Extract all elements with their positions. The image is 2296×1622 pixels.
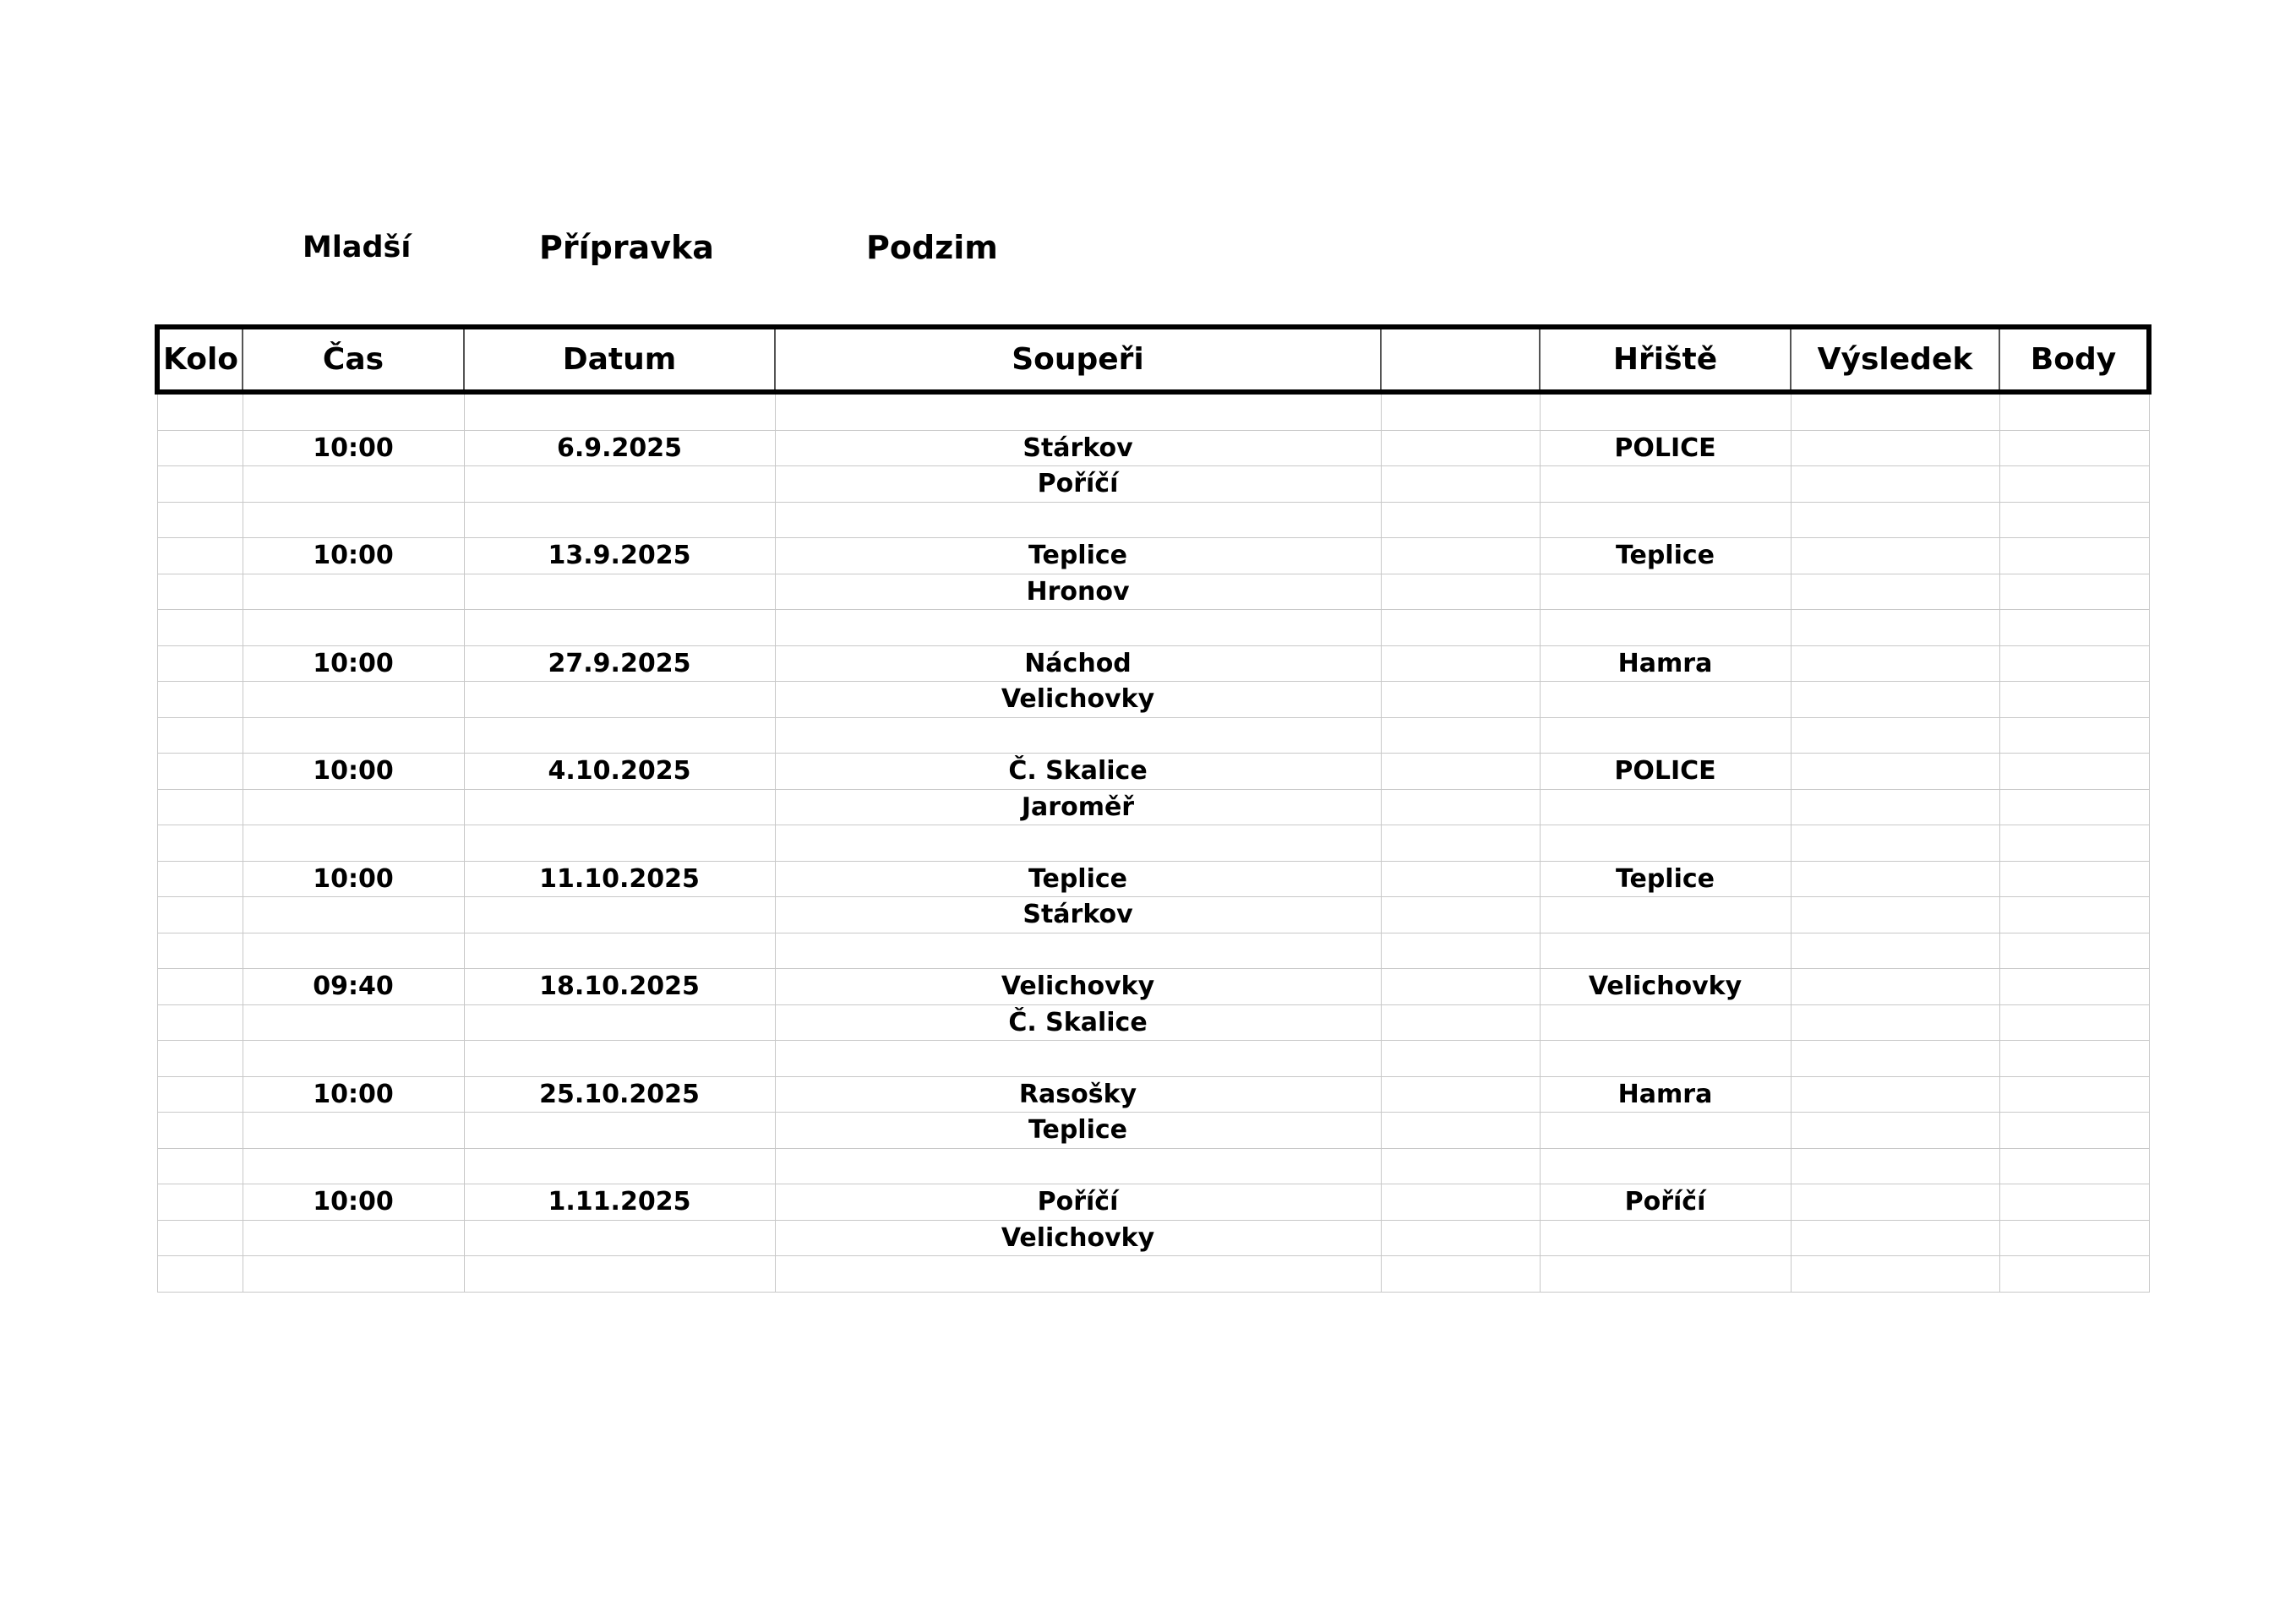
table-cell-empty xyxy=(464,682,775,718)
heading-season: Podzim xyxy=(866,229,998,266)
away-team-cell: Jaroměř xyxy=(775,789,1381,825)
table-cell-empty xyxy=(157,1041,243,1077)
date-cell: 6.9.2025 xyxy=(464,430,775,466)
match-row xyxy=(157,754,2149,790)
table-cell-empty xyxy=(1540,1256,1791,1293)
table-cell-empty xyxy=(1791,610,1999,646)
venue-cell: Teplice xyxy=(1540,861,1791,897)
table-cell-empty xyxy=(1381,754,1540,790)
away-team-cell: Hronov xyxy=(775,574,1381,610)
table-cell-empty xyxy=(1540,682,1791,718)
table-cell-empty xyxy=(464,897,775,933)
heading-category: Mladší xyxy=(303,231,412,264)
time-cell: 10:00 xyxy=(243,754,464,790)
venue-cell: POLICE xyxy=(1540,754,1791,790)
table-cell-empty xyxy=(1381,466,1540,503)
table-cell-empty xyxy=(1999,717,2149,754)
table-cell-empty xyxy=(1381,502,1540,538)
table-cell-empty xyxy=(1540,574,1791,610)
table-cell-empty xyxy=(464,717,775,754)
table-cell-empty xyxy=(1540,1004,1791,1041)
round-cell xyxy=(157,645,243,682)
table-cell-empty xyxy=(1791,789,1999,825)
venue-cell: Teplice xyxy=(1540,538,1791,574)
result-cell xyxy=(1791,1076,1999,1113)
table-cell-empty xyxy=(1791,1041,1999,1077)
match-row xyxy=(157,969,2149,1005)
table-cell-empty xyxy=(157,1148,243,1184)
table-cell-empty xyxy=(1381,1004,1540,1041)
table-cell-empty xyxy=(1540,1220,1791,1256)
table-cell-empty xyxy=(1381,1220,1540,1256)
table-cell-empty xyxy=(775,717,1381,754)
table-cell-empty xyxy=(775,825,1381,862)
date-cell: 11.10.2025 xyxy=(464,861,775,897)
table-cell-empty xyxy=(157,1113,243,1149)
home-team-cell: Č. Skalice xyxy=(775,754,1381,790)
table-cell-empty xyxy=(464,502,775,538)
col-header-kolo: Kolo xyxy=(157,327,243,392)
spacer-row xyxy=(157,1256,2149,1293)
table-cell-empty xyxy=(1540,789,1791,825)
table-cell-empty xyxy=(1381,825,1540,862)
table-cell-empty xyxy=(1540,825,1791,862)
match-row xyxy=(157,430,2149,466)
col-header-blank xyxy=(1381,327,1540,392)
table-cell-empty xyxy=(157,789,243,825)
table-cell-empty xyxy=(1791,897,1999,933)
table-cell-empty xyxy=(1999,1256,2149,1293)
table-cell-empty xyxy=(1999,1113,2149,1149)
venue-cell: Hamra xyxy=(1540,1076,1791,1113)
match-row-opponent xyxy=(157,789,2149,825)
table-cell-empty xyxy=(775,610,1381,646)
table-cell-empty xyxy=(1540,1113,1791,1149)
table-cell-empty xyxy=(243,789,464,825)
home-team-cell: Poříčí xyxy=(775,1184,1381,1221)
table-cell-empty xyxy=(1381,933,1540,969)
date-cell: 18.10.2025 xyxy=(464,969,775,1005)
schedule-body xyxy=(157,392,2149,1292)
table-cell-empty xyxy=(157,897,243,933)
col-header-body: Body xyxy=(1999,327,2149,392)
date-cell: 25.10.2025 xyxy=(464,1076,775,1113)
table-cell-empty xyxy=(464,1004,775,1041)
table-cell-empty xyxy=(157,717,243,754)
table-cell-empty xyxy=(775,1256,1381,1293)
table-cell-empty xyxy=(464,825,775,862)
table-cell-empty xyxy=(464,466,775,503)
venue-cell: Hamra xyxy=(1540,645,1791,682)
table-cell-empty xyxy=(1381,789,1540,825)
result-cell xyxy=(1791,754,1999,790)
match-row-opponent xyxy=(157,574,2149,610)
spacer-row xyxy=(157,392,2149,430)
table-cell-empty xyxy=(775,933,1381,969)
points-cell xyxy=(1999,538,2149,574)
table-cell-empty xyxy=(1791,1148,1999,1184)
match-row-opponent xyxy=(157,1004,2149,1041)
table-cell-empty xyxy=(157,1220,243,1256)
table-cell-empty xyxy=(464,1113,775,1149)
spacer-row xyxy=(157,933,2149,969)
table-cell-empty xyxy=(1791,466,1999,503)
home-team-cell: Teplice xyxy=(775,538,1381,574)
table-cell-empty xyxy=(1791,933,1999,969)
spacer-row xyxy=(157,1041,2149,1077)
table-cell-empty xyxy=(1999,682,2149,718)
table-cell-empty xyxy=(775,392,1381,430)
match-row-opponent xyxy=(157,682,2149,718)
match-row xyxy=(157,538,2149,574)
time-cell: 10:00 xyxy=(243,538,464,574)
round-cell xyxy=(157,754,243,790)
table-cell-empty xyxy=(1999,897,2149,933)
table-cell-empty xyxy=(157,1256,243,1293)
match-row-opponent xyxy=(157,1113,2149,1149)
col-header-cas: Čas xyxy=(243,327,464,392)
table-cell-empty xyxy=(243,825,464,862)
table-cell-empty xyxy=(243,717,464,754)
date-cell: 4.10.2025 xyxy=(464,754,775,790)
points-cell xyxy=(1999,969,2149,1005)
table-cell-empty xyxy=(1999,610,2149,646)
spacer-row xyxy=(157,502,2149,538)
time-cell: 10:00 xyxy=(243,645,464,682)
time-cell: 09:40 xyxy=(243,969,464,1005)
table-cell-empty xyxy=(243,392,464,430)
table-cell-empty xyxy=(1381,717,1540,754)
table-cell-empty xyxy=(775,502,1381,538)
table-cell-empty xyxy=(243,1220,464,1256)
table-cell-empty xyxy=(1381,430,1540,466)
result-cell xyxy=(1791,645,1999,682)
result-cell xyxy=(1791,430,1999,466)
table-cell-empty xyxy=(1791,502,1999,538)
table-cell-empty xyxy=(1381,861,1540,897)
table-cell-empty xyxy=(1381,1256,1540,1293)
col-header-hriste: Hřiště xyxy=(1540,327,1791,392)
time-cell: 10:00 xyxy=(243,1184,464,1221)
table-cell-empty xyxy=(157,825,243,862)
home-team-cell: Stárkov xyxy=(775,430,1381,466)
table-cell-empty xyxy=(1999,825,2149,862)
table-cell-empty xyxy=(1791,574,1999,610)
match-row-opponent xyxy=(157,1220,2149,1256)
table-cell-empty xyxy=(157,502,243,538)
match-row-opponent xyxy=(157,466,2149,503)
points-cell xyxy=(1999,861,2149,897)
table-cell-empty xyxy=(1381,897,1540,933)
table-cell-empty xyxy=(1381,1113,1540,1149)
table-cell-empty xyxy=(1791,682,1999,718)
table-cell-empty xyxy=(1999,1220,2149,1256)
table-cell-empty xyxy=(1999,933,2149,969)
table-cell-empty xyxy=(1381,1041,1540,1077)
col-header-souperi: Soupeři xyxy=(775,327,1381,392)
table-cell-empty xyxy=(464,933,775,969)
table-cell-empty xyxy=(1999,466,2149,503)
table-cell-empty xyxy=(157,933,243,969)
away-team-cell: Č. Skalice xyxy=(775,1004,1381,1041)
round-cell xyxy=(157,861,243,897)
table-cell-empty xyxy=(157,466,243,503)
time-cell: 10:00 xyxy=(243,430,464,466)
table-cell-empty xyxy=(1540,392,1791,430)
table-cell-empty xyxy=(1999,1004,2149,1041)
table-cell-empty xyxy=(1791,392,1999,430)
table-cell-empty xyxy=(1381,682,1540,718)
round-cell xyxy=(157,538,243,574)
table-cell-empty xyxy=(1540,610,1791,646)
table-cell-empty xyxy=(464,1041,775,1077)
table-cell-empty xyxy=(1540,717,1791,754)
round-cell xyxy=(157,1076,243,1113)
table-cell-empty xyxy=(464,1148,775,1184)
round-cell xyxy=(157,969,243,1005)
table-cell-empty xyxy=(1381,610,1540,646)
table-cell-empty xyxy=(243,1113,464,1149)
table-cell-empty xyxy=(1999,574,2149,610)
table-cell-empty xyxy=(1540,502,1791,538)
table-cell-empty xyxy=(1381,1076,1540,1113)
table-cell-empty xyxy=(1381,645,1540,682)
table-cell-empty xyxy=(1999,392,2149,430)
table-cell-empty xyxy=(243,1256,464,1293)
table-cell-empty xyxy=(1540,897,1791,933)
points-cell xyxy=(1999,1184,2149,1221)
table-cell-empty xyxy=(1381,574,1540,610)
home-team-cell: Náchod xyxy=(775,645,1381,682)
table-cell-empty xyxy=(1791,825,1999,862)
match-row xyxy=(157,645,2149,682)
away-team-cell: Poříčí xyxy=(775,466,1381,503)
schedule-table xyxy=(155,324,2151,1293)
table-cell-empty xyxy=(775,1148,1381,1184)
table-cell-empty xyxy=(1791,1113,1999,1149)
home-team-cell: Rasošky xyxy=(775,1076,1381,1113)
table-cell-empty xyxy=(243,1004,464,1041)
table-cell-empty xyxy=(243,502,464,538)
table-cell-empty xyxy=(157,574,243,610)
spacer-row xyxy=(157,717,2149,754)
result-cell xyxy=(1791,1184,1999,1221)
match-row xyxy=(157,1184,2149,1221)
table-cell-empty xyxy=(1791,1220,1999,1256)
home-team-cell: Teplice xyxy=(775,861,1381,897)
result-cell xyxy=(1791,538,1999,574)
table-cell-empty xyxy=(1540,1041,1791,1077)
table-cell-empty xyxy=(464,392,775,430)
time-cell: 10:00 xyxy=(243,1076,464,1113)
spacer-row xyxy=(157,610,2149,646)
table-cell-empty xyxy=(157,682,243,718)
table-cell-empty xyxy=(1540,933,1791,969)
table-cell-empty xyxy=(243,897,464,933)
table-cell-empty xyxy=(464,1256,775,1293)
table-cell-empty xyxy=(1791,1004,1999,1041)
points-cell xyxy=(1999,645,2149,682)
table-cell-empty xyxy=(157,392,243,430)
table-cell-empty xyxy=(464,789,775,825)
table-cell-empty xyxy=(1999,502,2149,538)
points-cell xyxy=(1999,754,2149,790)
table-cell-empty xyxy=(157,1004,243,1041)
away-team-cell: Teplice xyxy=(775,1113,1381,1149)
table-cell-empty xyxy=(1381,1184,1540,1221)
round-cell xyxy=(157,1184,243,1221)
heading-age-group: Přípravka xyxy=(539,229,714,266)
table-cell-empty xyxy=(1540,1148,1791,1184)
table-cell-empty xyxy=(1540,466,1791,503)
match-row-opponent xyxy=(157,897,2149,933)
match-row xyxy=(157,861,2149,897)
table-cell-empty xyxy=(1381,1148,1540,1184)
table-cell-empty xyxy=(1999,1041,2149,1077)
table-cell-empty xyxy=(464,1220,775,1256)
table-cell-empty xyxy=(243,933,464,969)
table-cell-empty xyxy=(243,682,464,718)
date-cell: 27.9.2025 xyxy=(464,645,775,682)
home-team-cell: Velichovky xyxy=(775,969,1381,1005)
table-cell-empty xyxy=(464,610,775,646)
venue-cell: Velichovky xyxy=(1540,969,1791,1005)
date-cell: 13.9.2025 xyxy=(464,538,775,574)
table-cell-empty xyxy=(243,574,464,610)
away-team-cell: Velichovky xyxy=(775,1220,1381,1256)
venue-cell: POLICE xyxy=(1540,430,1791,466)
table-cell-empty xyxy=(243,1041,464,1077)
table-cell-empty xyxy=(157,610,243,646)
match-row xyxy=(157,1076,2149,1113)
round-cell xyxy=(157,430,243,466)
points-cell xyxy=(1999,1076,2149,1113)
table-cell-empty xyxy=(243,610,464,646)
spacer-row xyxy=(157,1148,2149,1184)
col-header-datum: Datum xyxy=(464,327,775,392)
table-cell-empty xyxy=(464,574,775,610)
result-cell xyxy=(1791,969,1999,1005)
away-team-cell: Velichovky xyxy=(775,682,1381,718)
table-cell-empty xyxy=(1381,538,1540,574)
away-team-cell: Stárkov xyxy=(775,897,1381,933)
time-cell: 10:00 xyxy=(243,861,464,897)
table-cell-empty xyxy=(1381,392,1540,430)
table-cell-empty xyxy=(243,1148,464,1184)
points-cell xyxy=(1999,430,2149,466)
header-row xyxy=(157,327,2149,392)
date-cell: 1.11.2025 xyxy=(464,1184,775,1221)
venue-cell: Poříčí xyxy=(1540,1184,1791,1221)
table-cell-empty xyxy=(1999,1148,2149,1184)
spacer-row xyxy=(157,825,2149,862)
table-cell-empty xyxy=(1381,969,1540,1005)
table-cell-empty xyxy=(243,466,464,503)
table-cell-empty xyxy=(1999,789,2149,825)
result-cell xyxy=(1791,861,1999,897)
table-cell-empty xyxy=(1791,1256,1999,1293)
table-cell-empty xyxy=(1791,717,1999,754)
col-header-vysledek: Výsledek xyxy=(1791,327,1999,392)
table-cell-empty xyxy=(775,1041,1381,1077)
